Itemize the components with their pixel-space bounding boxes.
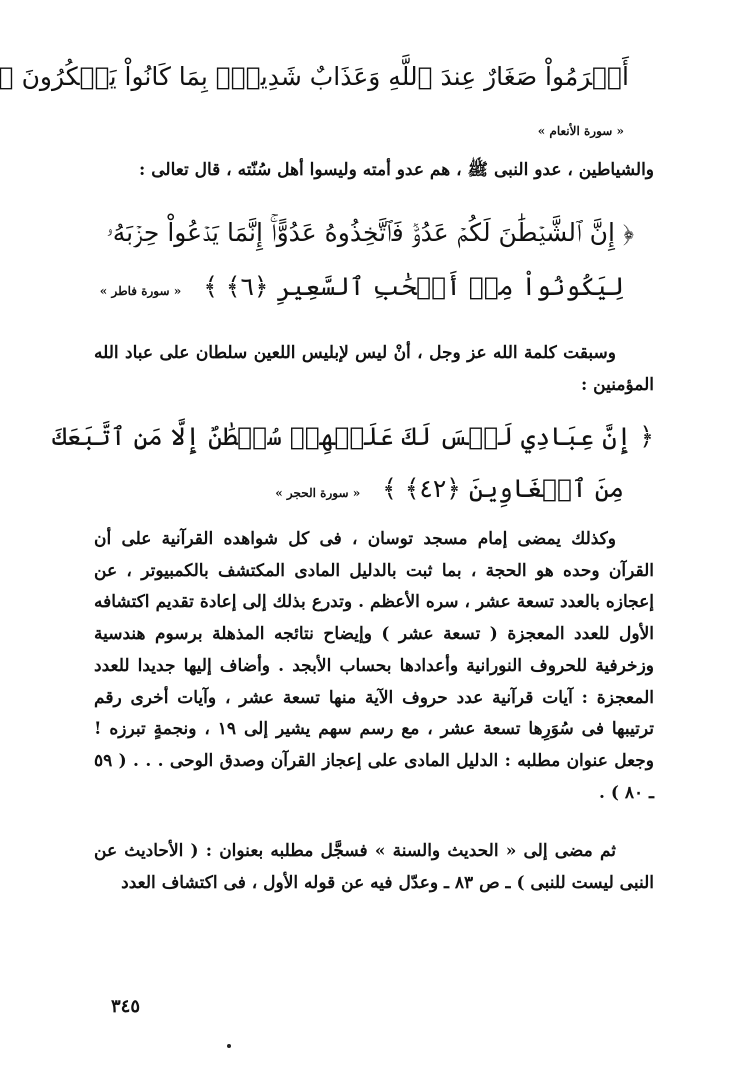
verse-text: أَجۡرَمُواْ صَغَارٌ عِندَ ٱللَّهِ وَعَذَابٌ شَدِيدُۢ بِمَا كَانُواْ يَمۡكُرُونَ ﴿ bbox=[0, 62, 630, 91]
paragraph-shayateen: والشياطين ، عدو النبى ﷺ ، هم عدو أمته وليسوا أهل سُنّته ، قال تعالى : bbox=[140, 160, 655, 180]
quran-verse-fatir-line2 bbox=[95, 272, 625, 302]
verse-text: مِنَ ٱلۡغَاوِينَ ﴿٤٢﴾ ﴾ bbox=[383, 474, 625, 503]
source-anaam: « سورة الأنعام » bbox=[538, 124, 625, 138]
page-number: ٣٤٥ bbox=[112, 996, 142, 1017]
ink-dot bbox=[228, 1044, 232, 1048]
quran-verse-hijr-line1: ﴿ إِنَّ عِبَادِي لَيۡسَ لَكَ عَلَيۡهِمۡ سُلۡطَٰنٌ إِلَّا مَنِ ٱتَّبَعَكَ bbox=[53, 422, 655, 451]
paragraph-hadith: ثم مضى إلى « الحديث والسنة » فسجَّل مطلبه بعنوان : ( الأحاديث عن النبى ليست للنبى ) ـ ص ٨٣ ـ وعدّل فيه عن قوله الأول ، فى اكتشاف العدد bbox=[95, 841, 655, 893]
source-fatir: « سورة فاطر » bbox=[100, 284, 183, 298]
paragraph-iblis: وسبقت كلمة الله عز وجل ، أنْ ليس لإبليس اللعين سلطان على عباد الله المؤمنين : bbox=[95, 343, 655, 395]
quran-verse-hijr-line2 bbox=[95, 474, 625, 504]
source-hijr: « سورة الحجر » bbox=[276, 486, 362, 500]
quran-verse-fatir-line1: ﴿ إِنَّ ٱلشَّيۡطَٰنَ لَكُمۡ عَدُوّٞ فَٱتَّخِذُوهُ عَدُوًّاۚ إِنَّمَا يَدۡعُواْ حِزۡبَهُۥ bbox=[107, 218, 635, 247]
quran-verse-anaam bbox=[0, 62, 630, 92]
paragraph-tucson-imam: وكذلك يمضى إمام مسجد توسان ، فى كل شواهده القرآنية على أن القرآن وحده هو الحجة ، بما ثبت بالدليل المادى المكتشف بالكمبيوتر ، عن إعجازه بالعدد تسعة عشر ، سره الأعظم . وتدرع بذلك إلى إعادة تقديم اكتشافه الأول للعدد المعجزة ( تسعة عشر ) وإيضاح نتائجه المذهلة برسوم هندسية وزخرفية للحروف النورانية وأعدادها بحساب الأبجد . وأضاف إليها جديدا للعدد المعجزة : آيات قرآنية عدد حروف الآية منها تسعة عشر ، وآيات أخرى رقم ترتيبها فى سُوَرِها تسعة عشر ، مع رسم سهم يشير إلى ١٩ ، ونجمةٍ تبرزه ! وجعل عنوان مطلبه : الدليل المادى على إعجاز القرآن وصدق الوحى . . . ( ٥٩ ـ ٨٠ ) . bbox=[95, 529, 655, 803]
verse-text: لِيَكُونُواْ مِنۡ أَصۡحَٰبِ ٱلسَّعِيرِ ﴿٦﴾ ﴾ bbox=[204, 272, 625, 301]
